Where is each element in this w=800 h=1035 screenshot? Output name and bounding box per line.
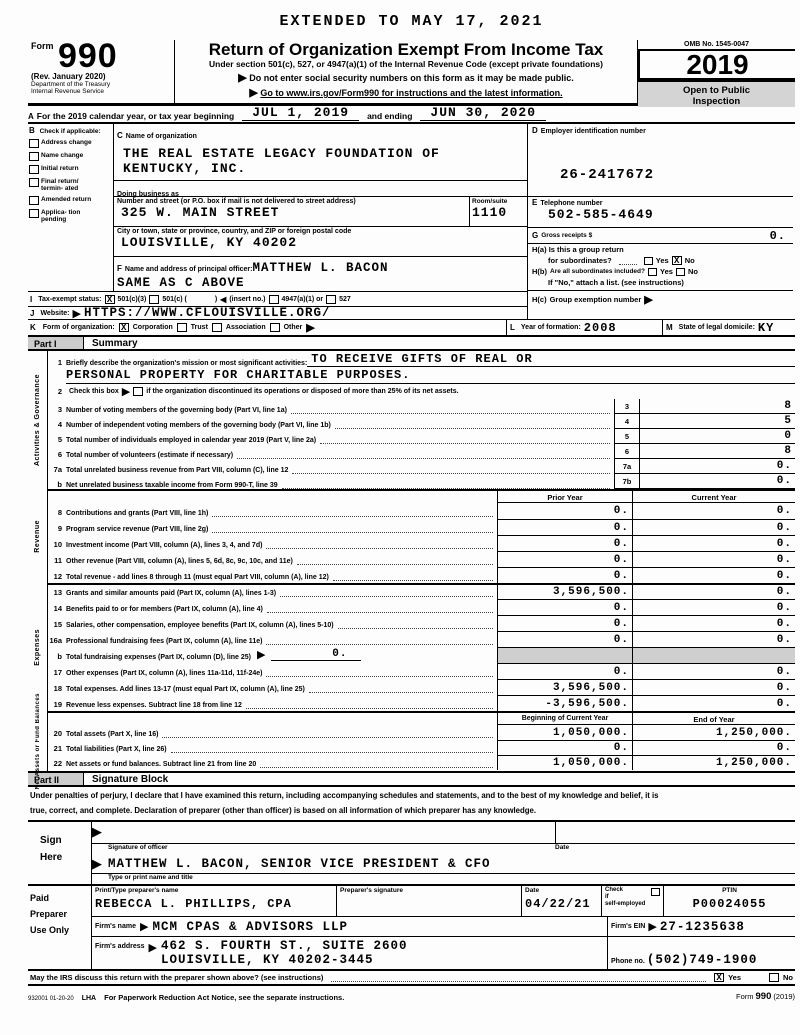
preparer-name-cell	[92, 886, 336, 916]
line-18-current[interactable]: 0.	[632, 679, 795, 695]
line-10-current[interactable]: 0.	[632, 535, 795, 551]
year-of-formation-cell: L Year of formation: 2008	[506, 320, 662, 335]
line-16a-current[interactable]: 0.	[632, 631, 795, 647]
name-change-option: Name change	[29, 152, 111, 161]
part1-title: Summary	[92, 338, 138, 349]
summary-line-6: 6 Total number of volunteers (estimate if necessary) 6 8	[48, 444, 795, 459]
paid-preparer-label: Paid Preparer Use Only	[28, 886, 92, 969]
omb-block	[638, 40, 795, 107]
initial-return-option: Initial return	[29, 165, 111, 174]
ha-line1: H(a) Is this a group return	[532, 245, 624, 254]
dot-leader	[291, 405, 610, 414]
address-change-checkbox[interactable]	[29, 139, 39, 148]
line-8-prior[interactable]: 0.	[497, 503, 632, 519]
form-org-label: Form of organization:	[42, 324, 115, 331]
summary-line-20: 20 Total assets (Part X, line 16) 1,050,000. 1,250,000.	[48, 725, 795, 740]
final-return-option: Final return/ termin- ated	[29, 178, 111, 192]
trust-checkbox[interactable]	[177, 323, 187, 332]
part1-label: Part I	[28, 337, 84, 349]
discontinued-checkbox[interactable]	[133, 387, 143, 396]
association-checkbox[interactable]	[212, 323, 222, 332]
line-8-current[interactable]: 0.	[632, 503, 795, 519]
line-19-current[interactable]: 0.	[632, 695, 795, 711]
dot-leader	[246, 700, 493, 709]
dept-treasury: Department of the Treasury	[31, 81, 111, 88]
mission-row-2	[48, 367, 795, 384]
line-9-prior[interactable]: 0.	[497, 519, 632, 535]
hb-line: H(b) Are all subordinates included? Yes No	[532, 267, 698, 276]
option-corporation: Corporation	[132, 324, 173, 331]
line-number-box: 3	[614, 399, 640, 414]
form-header	[28, 37, 795, 107]
summary-line-22: 22 Net assets or fund balances. Subtract line 21 from line 20 1,050,000. 1,250,000.	[48, 755, 795, 770]
summary-line-21: 21 Total liabilities (Part X, line 26) 0. 0.	[48, 740, 795, 755]
summary-line-15: 15 Salaries, other compensation, employee benefits (Part IX, column (A), lines 5-10) 0. 0.	[48, 615, 795, 631]
officer-signature-row	[92, 822, 795, 844]
officer-typed-name-row	[92, 854, 795, 873]
dot-leader	[266, 668, 493, 677]
application-pending-checkbox[interactable]	[29, 209, 39, 218]
org-name-line1[interactable]: THE REAL ESTATE LEGACY FOUNDATION OF	[123, 146, 440, 161]
line-12-current[interactable]: 0.	[632, 567, 795, 583]
dot-leader	[331, 973, 706, 982]
street-field[interactable]: 325 W. MAIN STREET	[121, 204, 280, 220]
line-16a-prior[interactable]: 0.	[497, 631, 632, 647]
current-year-header: Current Year	[632, 491, 795, 503]
preparer-name-row	[92, 886, 795, 917]
phone-field[interactable]: 502-585-4649	[548, 207, 654, 222]
firm-address-row	[92, 937, 795, 969]
discuss-question: May the IRS discuss this return with the preparer shown above? (see instructions)	[30, 973, 324, 982]
form-title: Return of Organization Exempt From Income Tax	[208, 40, 604, 59]
website-row: J Website: ▶ HTTPS://WWW.CFLOUISVILLE.ORG/	[28, 306, 527, 319]
prior-year-header: Prior Year	[497, 491, 632, 503]
gross-receipts-label: Gross receipts $	[541, 232, 593, 239]
org-name-line2[interactable]: KENTUCKY, INC.	[123, 161, 247, 176]
form-word: Form	[31, 41, 54, 51]
officer-name-field[interactable]: MATTHEW L. BACON	[252, 261, 389, 275]
state-domicile-cell: M State of legal domicile: KY	[662, 320, 795, 335]
balance-columns-header	[48, 711, 795, 725]
summary-line-11: 11 Other revenue (Part VIII, column (A), lines 5, 6d, 8c, 9c, 10c, and 11e) 0. 0.	[48, 551, 795, 567]
irs-label: Internal Revenue Service	[31, 88, 104, 95]
preparer-signature-label: Preparer's signature	[340, 887, 403, 894]
sidebar-net-assets-label: Net Assets or Fund Balances	[34, 692, 41, 790]
line-11-prior[interactable]: 0.	[497, 551, 632, 567]
dot-leader	[338, 620, 493, 629]
arrow-right-icon: ▶	[148, 942, 157, 954]
street-cell	[114, 197, 527, 228]
lha-label: LHA	[81, 995, 97, 1002]
check-if-applicable-column	[28, 124, 114, 291]
sidebar-expenses-label: Expenses	[34, 628, 41, 666]
summary-line-14: 14 Benefits paid to or for members (Part IX, column (A), line 4) 0. 0.	[48, 599, 795, 615]
arrow-right-icon: ▶	[249, 87, 258, 99]
arrow-right-icon: ▶	[257, 649, 266, 661]
dot-leader	[297, 556, 493, 565]
amended-return-checkbox[interactable]	[29, 196, 39, 205]
line-9-current[interactable]: 0.	[632, 519, 795, 535]
subordinates-no-checkbox[interactable]	[676, 268, 685, 276]
arrow-right-icon: ▶	[92, 824, 102, 839]
ein-label: Employer identification number	[540, 128, 646, 135]
section-b-letter: B	[29, 126, 35, 135]
preparer-signature-cell[interactable]	[336, 886, 521, 916]
line-21-begin[interactable]: 0.	[497, 740, 632, 755]
principal-officer-cell: F Name and address of principal officer:MATTHEW L. BACON SAME AS C ABOVE	[114, 257, 527, 291]
ptin-field[interactable]: P00024055	[692, 897, 767, 911]
year-formation-label: Year of formation:	[520, 324, 581, 331]
ein-cell: D Employer identification number 26-2417672	[528, 124, 793, 197]
arrow-right-icon: ▶	[72, 307, 81, 320]
line-number-box: 7b	[614, 474, 640, 489]
firm-name-label: Firm's name	[95, 923, 136, 930]
period-end-field[interactable]: JUN 30, 2020	[420, 105, 546, 121]
line-18-prior[interactable]: 3,596,500.	[497, 679, 632, 695]
group-return-yes-checkbox[interactable]	[644, 257, 653, 265]
final-return-checkbox[interactable]	[29, 178, 39, 187]
line-12-prior[interactable]: 0.	[497, 567, 632, 583]
summary-line-9: 9 Program service revenue (Part VIII, line 2g) 0. 0.	[48, 519, 795, 535]
discontinued-operations-row: 2 Check this box ▶ if the organization discontinued its operations or disposed of more than 25% of its net assets.	[57, 386, 459, 398]
sidebar-revenue-label: Revenue	[34, 519, 41, 553]
firm-address-line2[interactable]: LOUISVILLE, KY 40202-3445	[161, 953, 374, 967]
city-field[interactable]: LOUISVILLE, KY 40202	[121, 235, 298, 251]
ssn-warning: ▶ Do not enter social security numbers on this form as it may be made public.	[238, 72, 574, 84]
tax-year: 2019	[638, 49, 795, 80]
summary-line-18: 18 Total expenses. Add lines 13-17 (must equal Part IX, column (A), line 25) 3,596,500. 0.	[48, 679, 795, 695]
perjury-statement: Under penalties of perjury, I declare that I have examined this return, including accompanying schedules and statements, and to the best of my knowledge and belief, it is true, correct, and complete. Declaration of preparer (other than officer) is based on all information of which preparer has any knowledge.	[28, 787, 795, 822]
room-suite-cell	[469, 197, 527, 227]
subordinates-yes-checkbox[interactable]	[648, 268, 657, 276]
dba-cell	[114, 181, 527, 197]
line-16b-value[interactable]: 0.	[271, 648, 361, 661]
preparer-date-label: Date	[525, 887, 540, 894]
initial-return-checkbox[interactable]	[29, 165, 39, 174]
ein-field[interactable]: 26-2417672	[560, 167, 655, 183]
form-number: 990	[57, 37, 118, 75]
line-13-current[interactable]: 0.	[632, 585, 795, 599]
form-number-block	[28, 37, 175, 103]
type-print-label: Type or print name and title	[92, 873, 795, 884]
org-name-cell: C Name of organization THE REAL ESTATE LEGACY FOUNDATION OF KENTUCKY, INC.	[114, 124, 527, 181]
hc-line: H(c) Group exemption number ▶	[528, 290, 793, 306]
arrow-right-icon: ▶	[306, 322, 315, 334]
preparer-date-field[interactable]: 04/22/21	[525, 897, 591, 911]
ha-line2: for subordinates? Yes X No	[548, 256, 695, 266]
summary-line-4: 4 Number of independent voting members of the governing body (Part VI, line 1b) 4 5	[48, 414, 795, 429]
identification-block	[28, 124, 795, 319]
line-10-prior[interactable]: 0.	[497, 535, 632, 551]
tax-exempt-label: Tax-exempt status:	[38, 295, 102, 303]
dot-leader	[212, 524, 493, 533]
arrow-right-icon: ▶	[648, 921, 657, 933]
state-domicile-field[interactable]: KY	[757, 320, 775, 335]
arrow-right-icon: ▶	[121, 386, 131, 398]
dot-leader	[320, 435, 610, 444]
year-formation-field[interactable]: 2008	[583, 320, 617, 335]
self-employed-checkbox[interactable]	[651, 888, 660, 896]
dot-leader	[266, 636, 493, 645]
sidebar-governance-label: Activities & Governance	[34, 373, 41, 467]
dot-leader	[171, 744, 493, 753]
option-other: Other	[283, 324, 303, 331]
firm-ein-field[interactable]: 27-1235638	[659, 919, 745, 934]
part1-header	[28, 335, 795, 351]
line-17-prior[interactable]: 0.	[497, 663, 632, 679]
line-6-value[interactable]: 8	[640, 444, 795, 459]
group-return-no-checkbox[interactable]: X	[672, 256, 682, 265]
line-5-value[interactable]: 0	[640, 429, 795, 444]
dot-leader	[212, 508, 493, 517]
line-7b-value[interactable]: 0.	[640, 474, 795, 489]
dot-leader	[333, 572, 493, 581]
city-label: City or town, state or province, country, and ZIP or foreign postal code	[117, 228, 352, 236]
amended-return-option: Amended return	[29, 196, 111, 205]
line-a-letter: A	[28, 112, 34, 121]
street-label: Number and street (or P.O. box if mail is not delivered to street address)	[117, 197, 356, 205]
line-21-end[interactable]: 0.	[632, 740, 795, 755]
option-trust: Trust	[190, 324, 208, 331]
dba-label: Doing business as	[117, 190, 179, 198]
open-to-public: Open to Public Inspection	[638, 80, 795, 107]
line-14-current[interactable]: 0.	[632, 599, 795, 615]
part2-label: Part II	[28, 773, 84, 785]
irs-discuss-row: May the IRS discuss this return with the preparer shown above? (see instructions) X Yes No	[28, 971, 795, 986]
firm-ein-label: Firm's EIN	[611, 923, 646, 930]
arrow-right-icon: ▶	[644, 294, 653, 306]
line-a-label: For the 2019 calendar year, or tax year beginning	[36, 111, 235, 121]
officer-typed-name-field[interactable]: MATTHEW L. BACON, SENIOR VICE PRESIDENT & CFO	[108, 856, 491, 871]
address-change-option: Address change	[29, 139, 111, 148]
firm-name-field[interactable]: MCM CPAS & ADVISORS LLP	[152, 919, 348, 934]
line-7a-value[interactable]: 0.	[640, 459, 795, 474]
phone-no-label: Phone no.	[611, 958, 645, 965]
room-suite-field[interactable]: 1110	[472, 204, 508, 220]
right-id-column	[528, 124, 793, 319]
form-code: 932001 01-20-20	[28, 996, 74, 1002]
officer-address-field[interactable]: SAME AS C ABOVE	[117, 276, 245, 290]
line-13-prior[interactable]: 3,596,500.	[497, 585, 632, 599]
line-22-begin[interactable]: 1,050,000.	[497, 755, 632, 770]
beginning-year-header: Beginning of Current Year	[497, 713, 632, 725]
officer-signature-date-field[interactable]	[555, 822, 795, 843]
line-17-current[interactable]: 0.	[632, 663, 795, 679]
summary-line-16b: b Total fundraising expenses (Part IX, column (D), line 25) ▶ 0.	[48, 647, 795, 663]
hb-note: If "No," attach a list. (see instructions)	[548, 278, 684, 287]
tax-year-period-row	[28, 106, 795, 124]
officer-signature-field[interactable]	[108, 822, 555, 843]
line-22-end[interactable]: 1,250,000.	[632, 755, 795, 770]
sign-here-label: Sign Here	[28, 822, 92, 884]
dot-leader	[292, 465, 610, 474]
line-20-end[interactable]: 1,250,000.	[632, 725, 795, 740]
line-19-prior[interactable]: -3,596,500.	[497, 695, 632, 711]
sign-here-block	[28, 822, 795, 886]
omb-number: OMB No. 1545-0047	[684, 41, 749, 48]
mission-text-line2[interactable]: PERSONAL PROPERTY FOR CHARITABLE PURPOSES.	[66, 368, 411, 382]
dot-leader	[267, 604, 493, 613]
room-suite-label: Room/suite	[472, 197, 508, 205]
principal-officer-label: Name and address of principal officer:	[124, 266, 253, 273]
527-checkbox[interactable]	[326, 295, 336, 304]
arrow-right-icon: ▶	[139, 921, 149, 933]
ptin-cell	[663, 886, 795, 916]
line-15-prior[interactable]: 0.	[497, 615, 632, 631]
firm-phone-field[interactable]: (502)749-1900	[646, 953, 758, 967]
website-label: Website:	[40, 309, 70, 317]
tax-exempt-status-row: I Tax-exempt status: X 501(c)(3) 501(c) ( ) ◀ (insert no.) 4947(a)(1) or 527	[28, 291, 527, 306]
summary-line-16a: 16a Professional fundraising fees (Part IX, column (A), line 11e) 0. 0.	[48, 631, 795, 647]
line-14-prior[interactable]: 0.	[497, 599, 632, 615]
summary-line-3: 3 Number of voting members of the governing body (Part VI, line 1a) 3 8	[48, 399, 795, 414]
summary-line-13: 13 Grants and similar amounts paid (Part IX, column (A), lines 1-3) 3,596,500. 0.	[48, 583, 795, 599]
other-checkbox[interactable]	[270, 323, 280, 332]
firm-address-label: Firm's address	[95, 943, 145, 950]
dot-leader	[282, 480, 610, 489]
part2-header	[28, 771, 795, 787]
org-name-label: Name of organization	[125, 133, 197, 140]
website-url[interactable]: HTTPS://WWW.CFLOUISVILLE.ORG/	[83, 306, 331, 320]
summary-line-7a: 7a Total unrelated business revenue from Part VIII, column (C), line 12 7a 0.	[48, 459, 795, 474]
date-label: Date	[555, 843, 570, 851]
phone-label: Telephone number	[540, 200, 603, 207]
page-footer	[28, 991, 795, 1002]
phone-cell: E Telephone number 502-585-4649	[528, 197, 793, 228]
summary-line-19: 19 Revenue less expenses. Subtract line 18 from line 12 -3,596,500. 0.	[48, 695, 795, 711]
line-number-box: 6	[614, 444, 640, 459]
mission-label: Briefly describe the organization's mission or most significant activities:	[66, 360, 308, 367]
line-number-box: 5	[614, 429, 640, 444]
dot-leader	[237, 450, 610, 459]
501c3-checkbox[interactable]: X	[105, 295, 115, 304]
arrow-right-icon: ▶	[92, 855, 102, 871]
ptin-label: PTIN	[722, 887, 737, 894]
application-pending-option: Applica- tion pending	[29, 209, 111, 223]
preparer-date-cell	[521, 886, 601, 916]
firm-name-row	[92, 917, 795, 937]
option-501c: 501(c) (	[162, 295, 187, 303]
dot-leader	[280, 588, 493, 597]
paid-preparer-block	[28, 886, 795, 971]
form-revision: (Rev. January 2020)	[31, 72, 106, 81]
mission-text-line1[interactable]: TO RECEIVE GIFTS OF REAL OR	[311, 352, 533, 366]
year-columns-header	[48, 489, 795, 503]
dot-leader	[266, 540, 493, 549]
option-527: 527	[339, 295, 351, 303]
part2-title: Signature Block	[92, 774, 169, 785]
dot-leader	[309, 684, 493, 693]
line-3-value[interactable]: 8	[640, 399, 795, 414]
corporation-checkbox[interactable]: X	[119, 323, 129, 332]
goto-instructions: ▶ Go to www.irs.gov/Form990 for instructions and the latest information.	[249, 87, 563, 99]
line-16b-prior-shaded	[497, 647, 632, 663]
line-number-box: 7a	[614, 459, 640, 474]
line-4-value[interactable]: 5	[640, 414, 795, 429]
group-return-cell	[528, 244, 793, 319]
paperwork-notice: For Paperwork Reduction Act Notice, see the separate instructions.	[104, 993, 345, 1002]
summary-line-10: 10 Investment income (Part VIII, column (A), lines 3, 4, and 7d) 0. 0.	[48, 535, 795, 551]
and-ending-label: and ending	[367, 111, 413, 121]
gross-receipts-cell: G Gross receipts $ 0.	[528, 228, 793, 244]
summary-line-17: 17 Other expenses (Part IX, column (A), lines 11a-11d, 11f-24e) 0. 0.	[48, 663, 795, 679]
mission-row: 1 Briefly describe the organization's mission or most significant activities: TO RECEIVE GIFTS OF REAL OR	[48, 351, 795, 367]
period-begin-field[interactable]: JUL 1, 2019	[242, 105, 359, 121]
summary-line-7b: b Net unrelated business taxable income from Form 990-T, line 39 7b 0.	[48, 474, 795, 489]
signature-of-officer-label: Signature of officer	[108, 843, 168, 851]
footer-form-id: Form 990 (2019)	[736, 991, 795, 1002]
signature-labels-row	[92, 844, 795, 854]
city-cell	[114, 227, 527, 257]
form-subtitle: Under section 501(c), 527, or 4947(a)(1) of the Internal Revenue Code (except private foundations)	[209, 59, 603, 69]
line-16b-current-shaded	[632, 647, 795, 663]
insert-no-label: (insert no.)	[229, 295, 266, 303]
arrow-left-icon: ◀	[220, 294, 227, 304]
discuss-yes-checkbox[interactable]: X	[714, 973, 724, 982]
dot-leader	[260, 759, 493, 768]
line-number-box: 4	[614, 414, 640, 429]
end-year-header: End of Year	[632, 713, 795, 725]
preparer-name-label: Print/Type preparer's name	[95, 887, 179, 894]
option-association: Association	[225, 324, 266, 331]
501c-checkbox[interactable]	[149, 295, 159, 304]
dot-leader	[335, 420, 610, 429]
firm-address-line1[interactable]: 462 S. FOURTH ST., SUITE 2600	[161, 939, 408, 953]
dot-leader	[162, 729, 493, 738]
option-501c3: 501(c)(3)	[117, 295, 147, 303]
state-domicile-label: State of legal domicile:	[678, 324, 755, 331]
preparer-name-field[interactable]: REBECCA L. PHILLIPS, CPA	[95, 897, 292, 911]
summary-line-8: 8 Contributions and grants (Part VIII, line 1h) 0. 0.	[48, 503, 795, 519]
summary-line-5: 5 Total number of individuals employed in calendar year 2019 (Part V, line 2a) 5 0	[48, 429, 795, 444]
line-15-current[interactable]: 0.	[632, 615, 795, 631]
gross-receipts-field[interactable]: 0.	[769, 228, 786, 243]
extension-banner: EXTENDED TO MAY 17, 2021	[279, 13, 544, 30]
section-b-label: Check if applicable:	[39, 128, 101, 135]
line-11-current[interactable]: 0.	[632, 551, 795, 567]
line-20-begin[interactable]: 1,050,000.	[497, 725, 632, 740]
arrow-right-icon: ▶	[238, 72, 247, 84]
discuss-no-checkbox[interactable]	[769, 973, 779, 982]
form-title-block	[175, 40, 638, 103]
name-change-checkbox[interactable]	[29, 152, 39, 161]
form-of-organization-row: K Form of organization: X Corporation Trust Association Other ▶ L Year of formation: 2008 M State of legal domicile: KY	[28, 319, 795, 335]
self-employed-cell: Check if self-employed	[601, 886, 663, 916]
summary-line-12: 12 Total revenue - add lines 8 through 11 (must equal Part VIII, column (A), line 12) 0. 0.	[48, 567, 795, 583]
option-4947: 4947(a)(1) or	[281, 295, 324, 303]
4947a1-checkbox[interactable]	[269, 295, 279, 304]
